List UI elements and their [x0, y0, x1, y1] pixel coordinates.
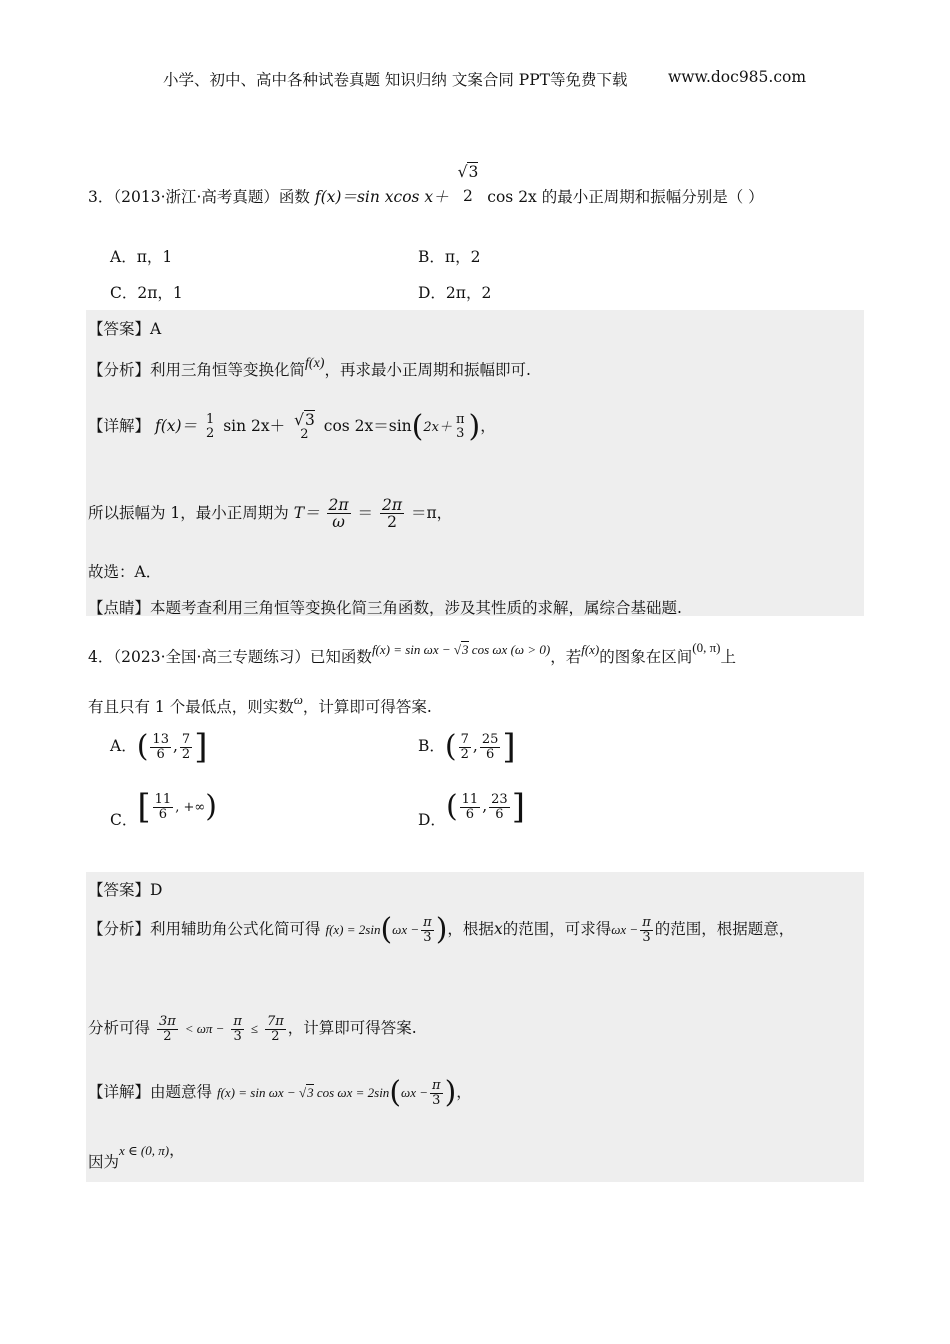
- q4-stem: 4．（2023·全国·高三专题练习）已知函数$^{f(x) = sin \omega x - √3 cos \omega x (\omega > 0)}$，若$^{f(x)}$的图象在区间$^{(0, \pi)}$上: [88, 640, 737, 666]
- frac-2pi-over-2: $\frac{2\pi}{2}$: [381, 496, 403, 532]
- q3-source: （2013·浙江·高考真题）函数: [113, 188, 310, 206]
- q3-solution-box: [86, 310, 864, 616]
- q4-because: 因为x ∈ (0, π)，: [88, 1141, 185, 1171]
- frac-2pi-over-omega: $\frac{2\pi}{\omega}$: [328, 496, 349, 532]
- header-url[interactable]: www.doc985.com: [668, 68, 807, 86]
- q3-detail: 【详解】 f(x)＝ 1 2 sin 2x＋ √3 2 cos 2x＝sin(2x＋ π 3 )，: [88, 409, 496, 444]
- q4-line2: 分析可得 $\frac{3\pi}{2}$ < ωπ − $\frac{\pi}{3}$ ≤ $\frac{7\pi}{2}$ ，计算即可得答案.: [88, 1014, 417, 1044]
- q4-option-b[interactable]: B．( $\frac{7}{2}$ , $\frac{25}{6}$ ]: [418, 727, 516, 767]
- frac-one-half: 1 2: [205, 412, 215, 441]
- q3-option-a[interactable]: A．π，1: [110, 248, 173, 266]
- q4-line2: 有且只有 1 个最低点，则实数$^\omega$，计算即可得答案.: [88, 692, 432, 716]
- q3-sqrt3-over-2: √3 2: [457, 162, 479, 205]
- q3-func-lhs: f(x)＝sin xcos x＋: [314, 188, 449, 206]
- q3-choose: 故选：A．: [88, 563, 162, 581]
- q3-number: 3．: [88, 188, 114, 206]
- frac-sqrt3-over-2: √3 2: [294, 411, 315, 443]
- header-left: 小学、初中、高中各种试卷真题 知识归纳 文案合同 PPT等免费下载: [163, 71, 628, 89]
- q4-option-c[interactable]: C．[ $\frac{11}{6}$ , +∞): [110, 787, 217, 829]
- q4-detail: 【详解】由题意得 f(x) = sin ωx − √3 cos ωx = 2sin(ωx − $\frac{\pi}{3}$ )，: [88, 1075, 472, 1110]
- q4-func: f(x) = sin ωx − √3 cos ωx (ω > 0): [371, 642, 551, 657]
- q3-func-tail: cos 2x: [487, 188, 537, 206]
- q3-stem: [88, 162, 764, 207]
- q3-answer: 【答案】A: [88, 320, 162, 338]
- q4-analysis: 【分析】利用辅助角公式化简可得 f(x) = 2sin(ωx − $\frac{\pi}{3}$ )，根据x的范围，可求得ωx − $\frac{\pi}{3}$ 的范围，根据题意，: [88, 912, 795, 947]
- q4-answer: 【答案】D: [88, 881, 163, 899]
- frac-pi-over-3: π 3: [456, 412, 465, 441]
- q3-option-d[interactable]: D．2π，2: [418, 284, 492, 302]
- q3-line2: 所以振幅为 1，最小正周期为 T＝ $\frac{2\pi}{\omega}$ ＝ $\frac{2\pi}{2}$ ＝π，: [88, 496, 453, 532]
- q3-point: 【点睛】本题考查利用三角恒等变换化简三角函数，涉及其性质的求解，属综合基础题.: [88, 599, 682, 617]
- q3-analysis: 【分析】利用三角恒等变换化简f(x)，再求最小正周期和振幅即可.: [88, 356, 531, 379]
- q3-option-b[interactable]: B．π，2: [418, 248, 481, 266]
- q3-option-c[interactable]: C．2π，1: [110, 284, 183, 302]
- q4-option-d[interactable]: D．( $\frac{11}{6}$ , $\frac{23}{6}$ ]: [418, 787, 525, 829]
- q4-option-a[interactable]: A．( $\frac{13}{6}$ , $\frac{7}{2}$ ]: [110, 727, 208, 767]
- q3-stem-end: 的最小正周期和振幅分别是（ ）: [541, 188, 764, 206]
